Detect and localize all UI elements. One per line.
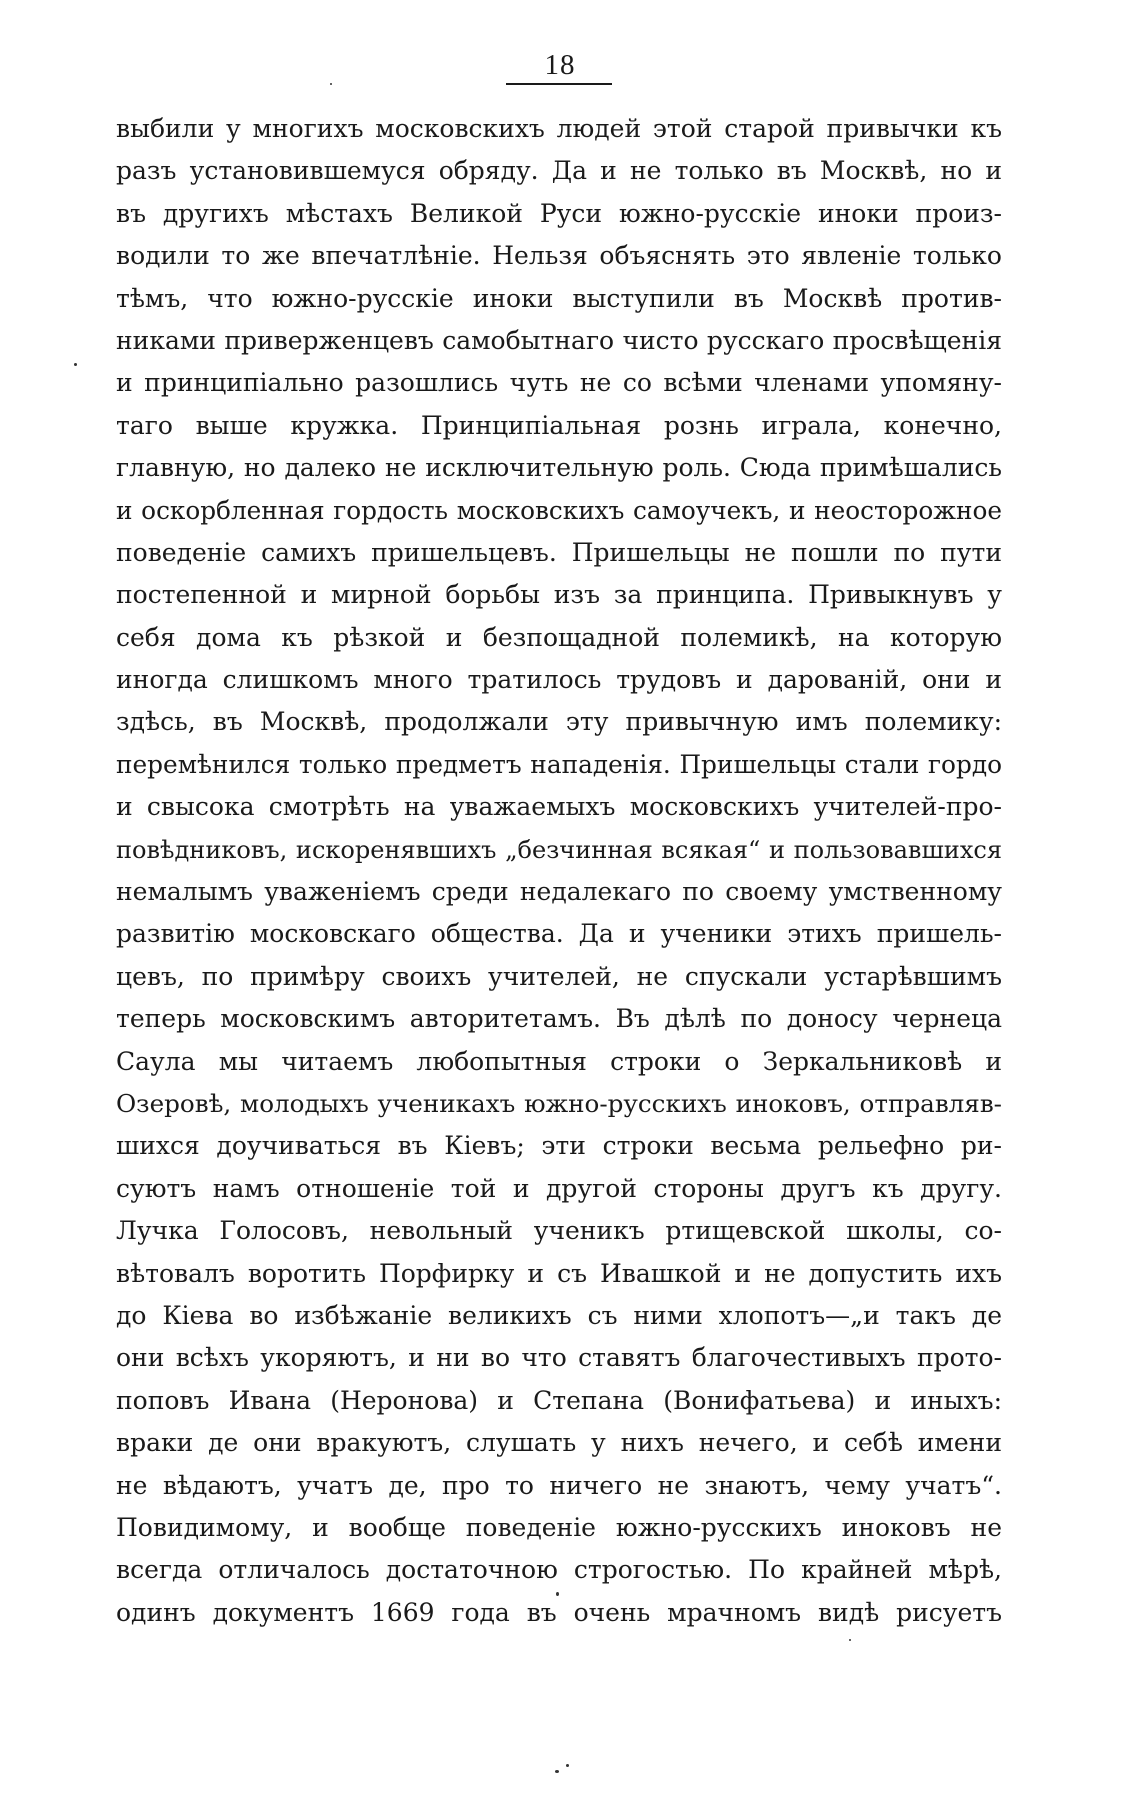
text-line: одинъ документъ 1669 года въ очень мрачномъ видѣ рисуетъ [116,1597,1002,1627]
text-line: всегда отличалось достаточною строгостью. По крайней мѣрѣ, [116,1555,1002,1585]
text-line: поповъ Ивана (Неронова) и Степана (Вонифатьева) и иныхъ: [116,1385,1002,1415]
text-line: таго выше кружка. Принципіальная рознь играла, конечно, [116,410,1002,440]
text-line: и оскорбленная гордость московскихъ самоучекъ, и неосторожное [116,495,1002,525]
text-line: они всѣхъ укоряютъ, и ни во что ставятъ благочестивыхъ прото- [116,1343,1002,1373]
scan-speck [849,1639,851,1641]
text-line: перемѣнился только предметъ нападенія. Пришельцы стали гордо [116,749,1002,779]
text-line: развитію московскаго общества. Да и ученики этихъ пришель- [116,919,1002,949]
text-line: иногда слишкомъ много тратилось трудовъ и дарованій, они и [116,665,1002,695]
text-line: шихся доучиваться въ Кіевъ; эти строки весьма рельефно ри- [116,1131,1002,1161]
text-line: и свысока смотрѣть на уважаемыхъ московскихъ учителей-про- [116,792,1002,822]
scan-speck [330,83,332,85]
text-line: главную, но далеко не исключительную роль. Сюда примѣшались [116,453,1002,483]
text-line: повѣдниковъ, искоренявшихъ „безчинная всякая“ и пользовавшихся [116,835,1002,864]
text-line: враки де они вракуютъ, слушать у нихъ нечего, и себѣ имени [116,1428,1002,1458]
page-number-rule [506,83,612,85]
text-line: Саула мы читаемъ любопытныя строки о Зеркальниковѣ и [116,1046,1002,1076]
text-line: до Кіева во избѣжаніе великихъ съ ними хлопотъ—„и такъ де [116,1300,1002,1330]
text-line: поведеніе самихъ пришельцевъ. Пришельцы не пошли по пути [116,537,1002,567]
text-line: вѣтовалъ воротить Порфирку и съ Ивашкой и не допустить ихъ [116,1258,1002,1288]
text-line: Повидимому, и вообще поведеніе южно-русскихъ иноковъ не [116,1512,1002,1542]
scan-speck [74,363,77,366]
text-line: тѣмъ, что южно-русскіе иноки выступили въ Москвѣ против- [116,283,1002,313]
body-text [116,108,1002,1634]
text-line: постепенной и мирной борьбы изъ за принципа. Привыкнувъ у [116,580,1002,610]
text-line: разъ установившемуся обряду. Да и не только въ Москвѣ, но и [116,156,1002,186]
text-line: немалымъ уваженіемъ среди недалекаго по своему умственному [116,877,1002,907]
scan-speck [566,1764,569,1767]
scan-speck [555,1770,559,1773]
text-line: водили то же впечатлѣніе. Нельзя объяснять это явленіе только [116,241,1002,271]
text-line: суютъ намъ отношеніе той и другой стороны другъ къ другу. [116,1173,1002,1203]
text-line: цевъ, по примѣру своихъ учителей, не спускали устарѣвшимъ [116,961,1002,991]
page-number: 18 [544,49,576,81]
text-line: никами приверженцевъ самобытнаго чисто русскаго просвѣщенія [116,325,1002,355]
text-line: здѣсь, въ Москвѣ, продолжали эту привычную имъ полемику: [116,707,1002,737]
text-line: Лучка Голосовъ, невольный ученикъ ртищевской школы, со- [116,1216,1002,1246]
text-line: и принципіально разошлись чуть не со всѣми членами упомяну- [116,368,1002,398]
text-line: не вѣдаютъ, учатъ де, про то ничего не знаютъ, чему учатъ“. [116,1470,1002,1500]
text-line: теперь московскимъ авторитетамъ. Въ дѣлѣ по доносу чернеца [116,1004,1002,1034]
text-line: въ другихъ мѣстахъ Великой Руси южно-русскіе иноки произ- [116,198,1002,228]
text-line: Озеровѣ, молодыхъ ученикахъ южно-русскихъ иноковъ, отправляв- [116,1088,1002,1118]
text-line: себя дома къ рѣзкой и безпощадной полемикѣ, на которую [116,622,1002,652]
scan-speck [556,1592,559,1596]
text-line: выбили у многихъ московскихъ людей этой старой привычки къ [116,114,1002,143]
